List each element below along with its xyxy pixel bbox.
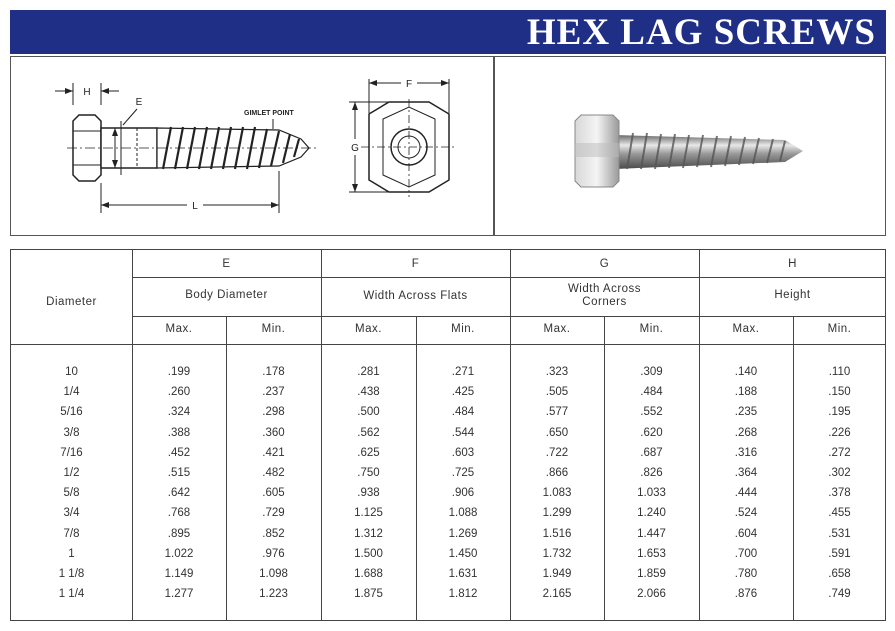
- diameter-cell: 1/4: [63, 386, 80, 399]
- value-cell: .826: [640, 467, 663, 479]
- max-label: Max.: [543, 323, 571, 335]
- group-f-letter: F: [411, 258, 420, 270]
- diameter-header: Diameter: [46, 296, 97, 308]
- value-cell: .272: [828, 446, 851, 459]
- value-cell: .515: [167, 467, 191, 479]
- value-cell: .722: [545, 446, 569, 459]
- value-cell: .780: [734, 568, 758, 580]
- value-cell: .199: [167, 366, 191, 378]
- value-cell: .323: [545, 366, 569, 378]
- value-cell: .852: [262, 527, 285, 540]
- diameter-cell: 5/16: [60, 406, 83, 419]
- value-cell: 1.125: [354, 507, 383, 520]
- min-label: Min.: [261, 323, 286, 335]
- label-l: L: [192, 201, 198, 212]
- value-cell: .195: [828, 406, 851, 419]
- value-cell: .603: [451, 446, 475, 459]
- max-label: Max.: [355, 323, 382, 335]
- value-cell: .110: [828, 366, 851, 378]
- diameter-cell: 3/8: [63, 426, 80, 439]
- value-cell: .750: [357, 467, 380, 479]
- diagram-panel: [10, 56, 494, 236]
- max-label: Max.: [165, 323, 193, 335]
- value-cell: .729: [262, 507, 285, 520]
- diameter-cell: 1 1/4: [58, 588, 85, 601]
- value-cell: .484: [640, 386, 663, 399]
- value-cell: 1.149: [164, 568, 194, 580]
- title-banner: [10, 10, 886, 54]
- value-cell: .260: [167, 386, 191, 399]
- value-cell: .577: [545, 406, 569, 419]
- value-cell: 1.859: [637, 568, 666, 580]
- value-cell: .625: [357, 446, 380, 459]
- diameter-cell: 3/4: [63, 507, 80, 520]
- value-cell: .700: [734, 547, 758, 560]
- min-label: Min.: [451, 323, 475, 335]
- value-cell: .268: [734, 426, 758, 439]
- dimensions-table: [10, 249, 886, 621]
- value-cell: .938: [357, 487, 380, 500]
- value-cell: 1.653: [637, 547, 666, 560]
- value-cell: .591: [828, 547, 851, 560]
- group-e-name: Body Diameter: [185, 289, 268, 301]
- value-cell: .360: [262, 426, 285, 439]
- min-label: Min.: [639, 323, 664, 335]
- value-cell: .605: [262, 487, 285, 500]
- group-e-letter: E: [222, 258, 231, 270]
- value-cell: .895: [167, 527, 191, 540]
- diameter-cell: 1 1/8: [58, 568, 85, 580]
- value-cell: 1.732: [542, 547, 572, 560]
- value-cell: .226: [828, 426, 851, 439]
- value-cell: .658: [828, 568, 851, 580]
- value-cell: .452: [167, 446, 191, 459]
- diameter-cell: 7/8: [63, 527, 80, 540]
- value-cell: 1.949: [542, 568, 572, 580]
- screw-photo: [495, 57, 887, 237]
- value-cell: .298: [262, 406, 285, 419]
- value-cell: .378: [828, 487, 851, 500]
- value-cell: 1.277: [164, 588, 194, 601]
- value-cell: .562: [357, 426, 380, 439]
- label-f: F: [405, 79, 413, 90]
- value-cell: .524: [734, 507, 758, 520]
- value-cell: .316: [734, 446, 758, 459]
- value-cell: 1.088: [448, 507, 478, 520]
- value-cell: 1.812: [448, 588, 478, 601]
- value-cell: 1.223: [259, 588, 288, 601]
- value-cell: .768: [167, 507, 191, 520]
- value-cell: .552: [640, 406, 663, 419]
- value-cell: 1.875: [354, 588, 383, 601]
- value-cell: .725: [451, 467, 475, 479]
- value-cell: .388: [167, 426, 191, 439]
- value-cell: .642: [167, 487, 191, 500]
- value-cell: .235: [734, 406, 758, 419]
- label-h: H: [83, 87, 91, 98]
- value-cell: .364: [734, 467, 758, 479]
- diameter-cell: 1: [68, 547, 75, 560]
- value-cell: .150: [828, 386, 851, 399]
- value-cell: .271: [451, 366, 475, 378]
- group-h-name: Height: [774, 289, 811, 301]
- value-cell: 1.631: [448, 568, 478, 580]
- value-cell: 1.312: [354, 527, 383, 540]
- value-cell: .421: [262, 446, 285, 459]
- gimlet-point-label: GIMLET POINT: [244, 110, 294, 117]
- value-cell: .687: [640, 446, 663, 459]
- value-cell: .876: [734, 588, 758, 601]
- value-cell: .281: [357, 366, 380, 378]
- value-cell: 1.450: [448, 547, 478, 560]
- value-cell: .650: [545, 426, 569, 439]
- value-cell: 1.083: [542, 487, 572, 500]
- group-h-letter: H: [788, 258, 797, 270]
- value-cell: 1.447: [637, 527, 666, 540]
- value-cell: 1.033: [637, 487, 666, 500]
- screw-diagram: [11, 57, 495, 237]
- value-cell: .620: [640, 426, 663, 439]
- value-cell: .178: [262, 366, 285, 378]
- value-cell: .976: [262, 547, 285, 560]
- value-cell: 1.269: [448, 527, 478, 540]
- value-cell: .455: [828, 507, 851, 520]
- diameter-cell: 10: [65, 366, 78, 378]
- diameter-cell: 7/16: [60, 446, 83, 459]
- max-label: Max.: [732, 323, 760, 335]
- diameter-cell: 1/2: [63, 467, 80, 479]
- value-cell: .505: [545, 386, 569, 399]
- value-cell: 1.516: [542, 527, 572, 540]
- value-cell: .444: [734, 487, 758, 500]
- value-cell: .302: [828, 467, 851, 479]
- value-cell: 2.165: [542, 588, 572, 601]
- value-cell: .544: [451, 426, 475, 439]
- value-cell: .484: [451, 406, 475, 419]
- value-cell: .324: [167, 406, 191, 419]
- group-g-letter: G: [599, 258, 610, 270]
- value-cell: 2.066: [637, 588, 666, 601]
- value-cell: .749: [828, 588, 851, 601]
- value-cell: 1.098: [259, 568, 288, 580]
- value-cell: .500: [357, 406, 380, 419]
- value-cell: .906: [451, 487, 475, 500]
- value-cell: .425: [451, 386, 475, 399]
- value-cell: .482: [262, 467, 285, 479]
- label-e: E: [135, 97, 143, 108]
- page-title: HEX LAG SCREWS: [526, 12, 876, 53]
- photo-panel: [494, 56, 886, 236]
- value-cell: .188: [734, 386, 758, 399]
- value-cell: 1.022: [164, 547, 194, 560]
- value-cell: .309: [640, 366, 663, 378]
- value-cell: .140: [734, 366, 758, 378]
- value-cell: 1.500: [354, 547, 383, 560]
- value-cell: .237: [262, 386, 285, 399]
- value-cell: .438: [357, 386, 380, 399]
- group-g-name: Width Across Corners: [567, 283, 642, 308]
- value-cell: 1.299: [542, 507, 572, 520]
- diameter-cell: 5/8: [63, 487, 80, 500]
- value-cell: .604: [734, 527, 758, 540]
- value-cell: .531: [828, 527, 851, 540]
- value-cell: 1.240: [637, 507, 666, 520]
- value-cell: .866: [545, 467, 569, 479]
- label-g: G: [351, 143, 359, 154]
- group-f-name: Width Across Flats: [363, 290, 468, 302]
- value-cell: 1.688: [354, 568, 383, 580]
- min-label: Min.: [827, 323, 852, 335]
